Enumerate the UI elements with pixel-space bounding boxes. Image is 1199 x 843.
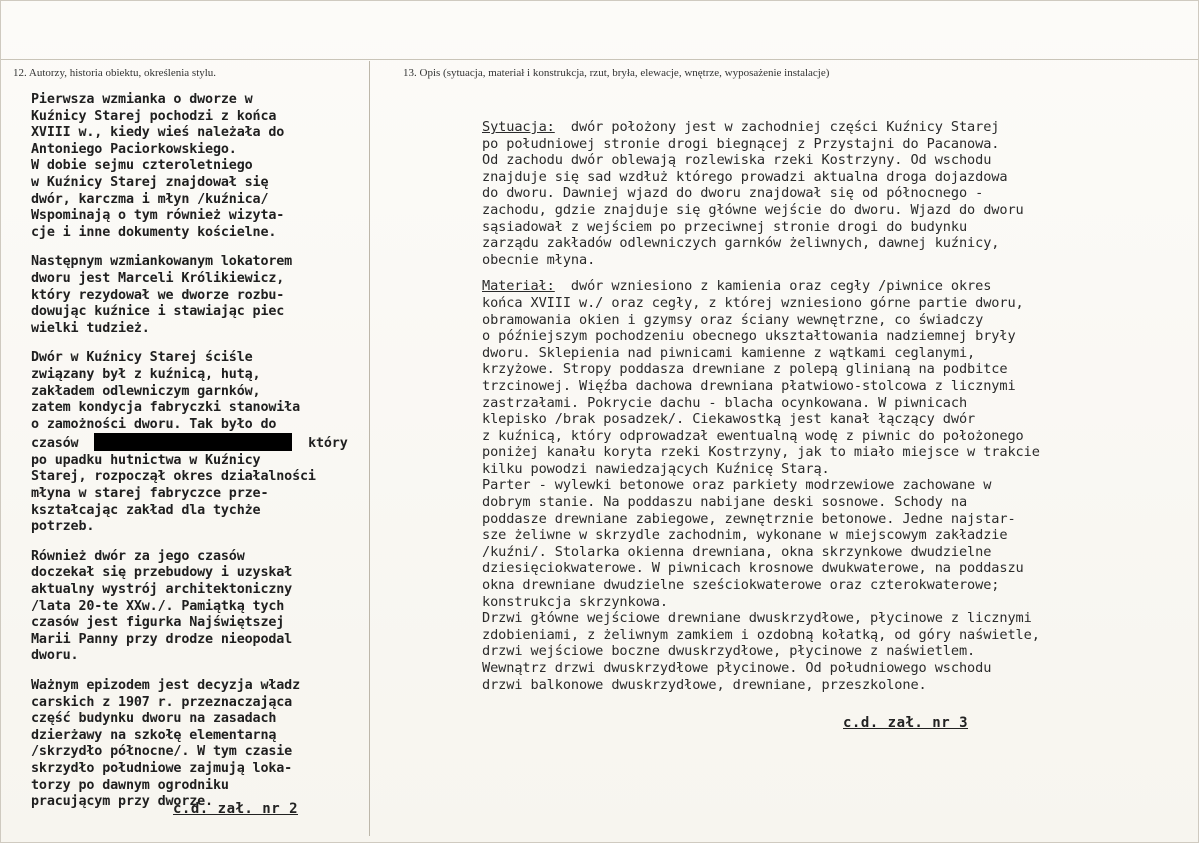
material-paragraph xyxy=(482,278,1182,693)
continuation-ref-2: c.d. zał. nr 2 xyxy=(173,801,299,817)
section-13-label: 13. Opis (sytuacja, materiał i konstrukcja, rzut, bryła, elewacje, wnętrze, wyposażenie instalacje) xyxy=(403,67,830,79)
history-paragraph-3: Dwór w Kuźnicy Starej ściśle związany był z kuźnicą, hutą, zakładem odlewniczym garnków, zatem kondycja fabryczki stanowiła o zamożności dworu. Tak było do xyxy=(31,350,301,432)
description-column xyxy=(482,119,1182,693)
history-paragraph-3-rest: po upadku hutnictwa w Kuźnicy Starej, rozpoczął okres działalności młyna w starej fabryczce prze- kształcając zakład dla tychże potrzeb. xyxy=(31,452,316,535)
redacted-line xyxy=(31,433,371,453)
history-paragraph-5: Ważnym epizodem jest decyzja władz carskich z 1907 r. przeznaczająca część budynku dworu na zasadach dzierżawy na szkołę elementarną /skrzydło północne/. W tym czasie skrzydło południowe zajmują loka- torzy po dawnym ogrodniku pracującym przy dworze. xyxy=(31,678,301,810)
situation-paragraph xyxy=(482,119,1182,268)
situation-text: dwór położony jest w zachodniej części Kuźnicy Starej po południowej stronie drogi biegnącej z Przystajni do Pacanowa. Od zachodu dwór oblewają rozlewiska rzeki Kostrzyny. Od wschodu znajduje się sad wzdłuż którego prowadzi aktualna droga dojazdowa do dworu. Dawniej wjazd do dworu znajdował się od północnego - zachodu, gdzie znajduje się główne wejście do dworu. Wjazd do dworu sąsiadował z wejściem po przeciwnej stronie drogi do budynku zarządu zakładów odlewniczych garnków żeliwnych, dawnej kuźnicy, obecnie młyna. xyxy=(482,119,1024,268)
header-rule xyxy=(1,59,1198,60)
continuation-ref-3: c.d. zał. nr 3 xyxy=(843,715,969,731)
history-paragraph-4: Również dwór za jego czasów doczekał się przebudowy i uzyskał aktualny wystrój architektoniczny /lata 20-te XXw./. Pamiątką tych czasów jest figurka Najświętszej Marii Panny przy drodze nieopodal dworu. xyxy=(31,548,293,664)
material-text: dwór wzniesiono z kamienia oraz cegły /piwnice okres końca XVIII w./ oraz cegły, z której wzniesiono górne partie dworu, obramowania okien i gzymsy oraz ściany wewnętrzne, co świadczy o późniejszym pochodzeniu obecnego ukształtowania nadziemnej bryły dworu. Sklepienia nad piwnicami kamienne z wątkami ceglanymi, krzyżowe. Stropy poddasza drewniane z polepą glinianą na podbitce trzcinowej. Więźba dachowa drewniana płatwiowo-stolcowa z licznymi zastrzałami. Pokrycie dachu - blacha ocynkowana. W piwnicach klepisko /brak posadzek/. Ciekawostką jest kanał łączący dwór z kuźnicą, który odprowadzał ewentualną wodę z piwnic do położonego poniżej kanału koryta rzeki Kostrzyny, jak to miało miejsce w trakcie kilku powodzi nawiedzających Kuźnicę Starą. Parter - wylewki betonowe oraz parkiety modrzewiowe zachowane w dobrym stanie. Na poddaszu nabijane deski sosnowe. Schody na poddasze drewniane zabiegowe, zewnętrznie betonowe. Jedne najstar- sze żeliwne w skrzydle zachodnim, wykonane w miejscowym zakładzie /kuźni/. Stolarka okienna drewniana, okna skrzynkowe dwudzielne dziesięciokwaterowe. W piwnicach krosnowe dwukwaterowe, na poddaszu okna drewniane dwudzielne sześciokwaterowe oraz czterokwaterowe; konstrukcja skrzynkowa. Drzwi główne wejściowe drewniane dwuskrzydłowe, płycinowe z licznymi zdobieniami, z żeliwnym zamkiem i ozdobną kołatką, od góry naświetle, drzwi wejściowe boczne dwuskrzydłowe, płycinowe z naświetlem. Wewnątrz drzwi dwuskrzydłowe płycinowe. Od południowego wschodu drzwi balkonowe dwuskrzydłowe, drewniane, przeszkolone. xyxy=(482,278,1040,693)
redacted-line-end: który xyxy=(308,436,348,452)
section-12-label: 12. Autorzy, historia obiektu, określenia stylu. xyxy=(13,67,217,79)
situation-heading: Sytuacja: xyxy=(482,119,555,135)
history-paragraph-1: Pierwsza wzmianka o dworze w Kuźnicy Starej pochodzi z końca XVIII w., kiedy wieś należała do Antoniego Paciorkowskiego. W dobie sejmu czteroletniego w Kuźnicy Starej znajdował się dwór, karczma i młyn /kuźnica/ Wspominają o tym również wizyta- cje i inne dokumenty kościelne. xyxy=(31,92,285,240)
history-column xyxy=(31,92,371,824)
history-paragraph-2: Następnym wzmiankowanym lokatorem dworu jest Marceli Królikiewicz, który rezydował we dworze rozbu- dowując kuźnice i stawiając piec wielki tudzież. xyxy=(31,254,293,336)
redacted-line-start: czasów xyxy=(31,436,79,452)
material-heading: Materiał: xyxy=(482,278,555,295)
redaction-block xyxy=(94,433,292,451)
